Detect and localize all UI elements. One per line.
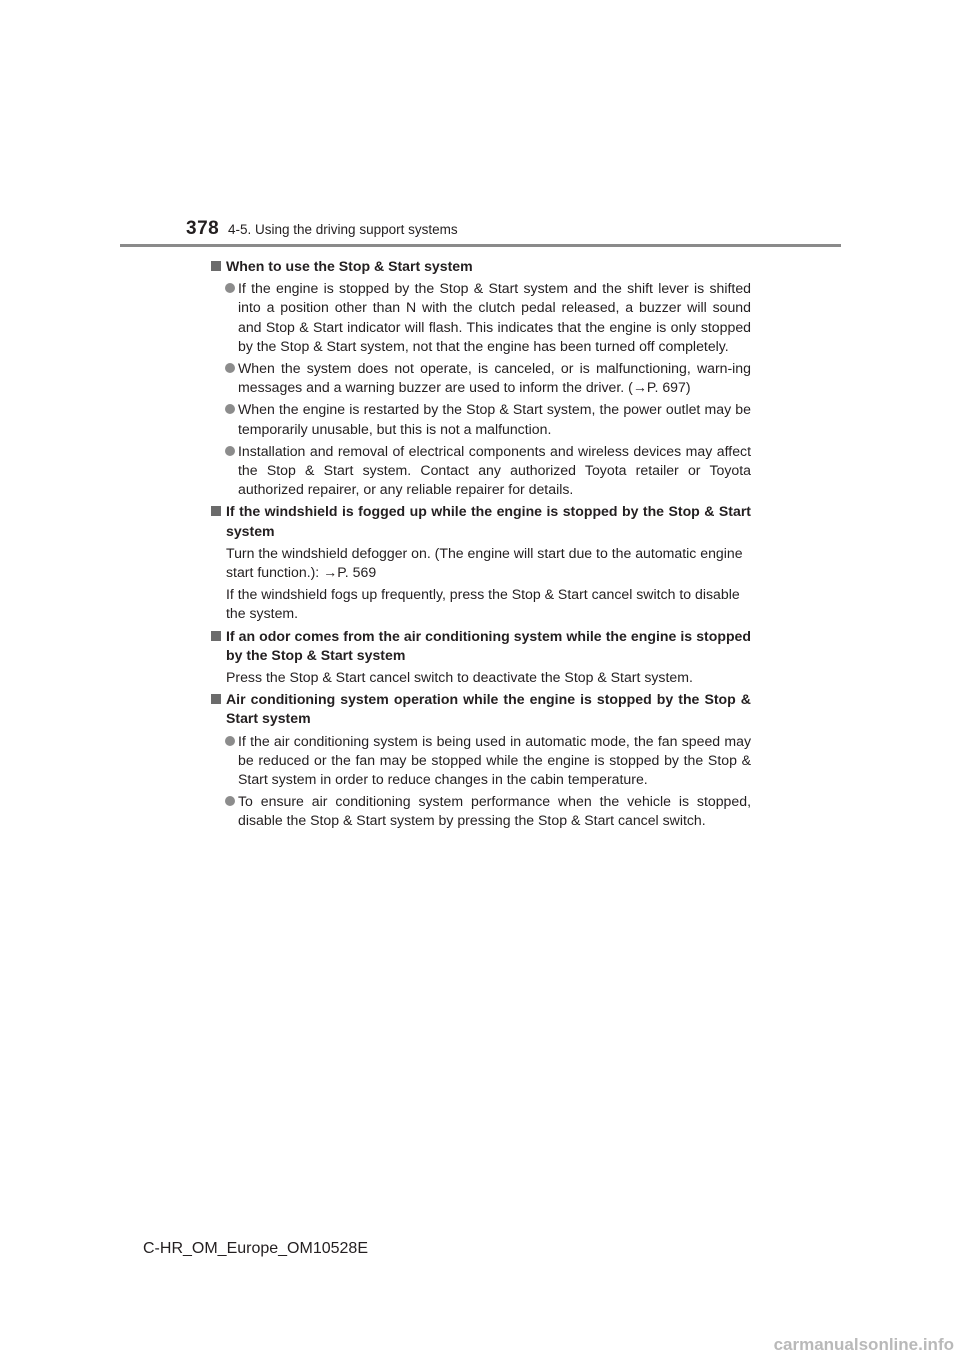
bullet-item: [211, 400, 751, 438]
bullet-text: When the system does not operate, is canceled, or is malfunctioning, warn-ing messages and a warning buzzer are used to inform the driver. (→P. 697): [238, 360, 751, 396]
section-heading: [211, 257, 751, 276]
paragraph: Turn the windshield defogger on. (The engine will start due to the automatic engine start function.): →P. 569: [226, 544, 743, 581]
bullet-text: Installation and removal of electrical components and wireless devices may affect the Stop & Start system. Contact any authorized Toyota retailer or Toyota authorized repairer, or any reliable repairer for details.: [238, 442, 751, 498]
heading-text: Air conditioning system operation while the engine is stopped by the Stop & Start system: [226, 691, 751, 727]
bullet-text: To ensure air conditioning system performance when the vehicle is stopped, disable the Stop & Start system by pressing the Stop & Start cancel switch.: [238, 793, 751, 829]
bullet-text: If the air conditioning system is being used in automatic mode, the fan speed may be reduced or the fan may be stopped while the engine is stopped by the Stop & Start system in order to reduce changes in the cabin temperature.: [238, 732, 751, 788]
bullet-text: If the engine is stopped by the Stop & Start system and the shift lever is shifted into a position other than N with the clutch pedal released, a buzzer will sound and Stop & Start indicator will flash. This indicates that the engine is only stopped by the Stop & Start system, not that the engine has been turned off completely.: [238, 280, 751, 354]
paragraph: Press the Stop & Start cancel switch to deactivate the Stop & Start system.: [226, 669, 693, 686]
heading-text: If an odor comes from the air conditioning system while the engine is stopped by the Stop & Start system: [226, 627, 751, 663]
square-bullet-icon: [211, 631, 221, 641]
section-heading: [211, 502, 751, 540]
circle-bullet-icon: [225, 404, 235, 414]
section-stop-start-usage: [211, 257, 751, 499]
section-windshield-fog: [211, 502, 751, 623]
section-ac-operation: [211, 690, 751, 830]
paragraph: If the windshield fogs up frequently, press the Stop & Start cancel switch to disable the system.: [226, 586, 740, 622]
heading-text: If the windshield is fogged up while the engine is stopped by the Stop & Start system: [226, 503, 751, 539]
bullet-item: [211, 732, 751, 790]
bullet-item: [211, 359, 751, 397]
circle-bullet-icon: [225, 446, 235, 456]
circle-bullet-icon: [225, 283, 235, 293]
section-ac-odor: [211, 627, 751, 688]
footer-doc-code: C-HR_OM_Europe_OM10528E: [143, 1240, 368, 1257]
section-heading: [211, 690, 751, 728]
circle-bullet-icon: [225, 736, 235, 746]
square-bullet-icon: [211, 694, 221, 704]
bullet-text: When the engine is restarted by the Stop & Start system, the power outlet may be temporarily unusable, but this is not a malfunction.: [238, 401, 751, 437]
bullet-item: [211, 792, 751, 830]
circle-bullet-icon: [225, 363, 235, 373]
bullet-item: [211, 442, 751, 500]
section-heading: [211, 627, 751, 665]
section-title: 4-5. Using the driving support systems: [228, 222, 458, 237]
square-bullet-icon: [211, 261, 221, 271]
content: [211, 255, 751, 834]
watermark: carmanualsonline.info: [773, 1335, 954, 1354]
bullet-item: [211, 279, 751, 356]
page-number: 378: [186, 218, 220, 239]
circle-bullet-icon: [225, 796, 235, 806]
square-bullet-icon: [211, 506, 221, 516]
header-rule: [120, 244, 841, 247]
heading-text: When to use the Stop & Start system: [226, 258, 473, 274]
